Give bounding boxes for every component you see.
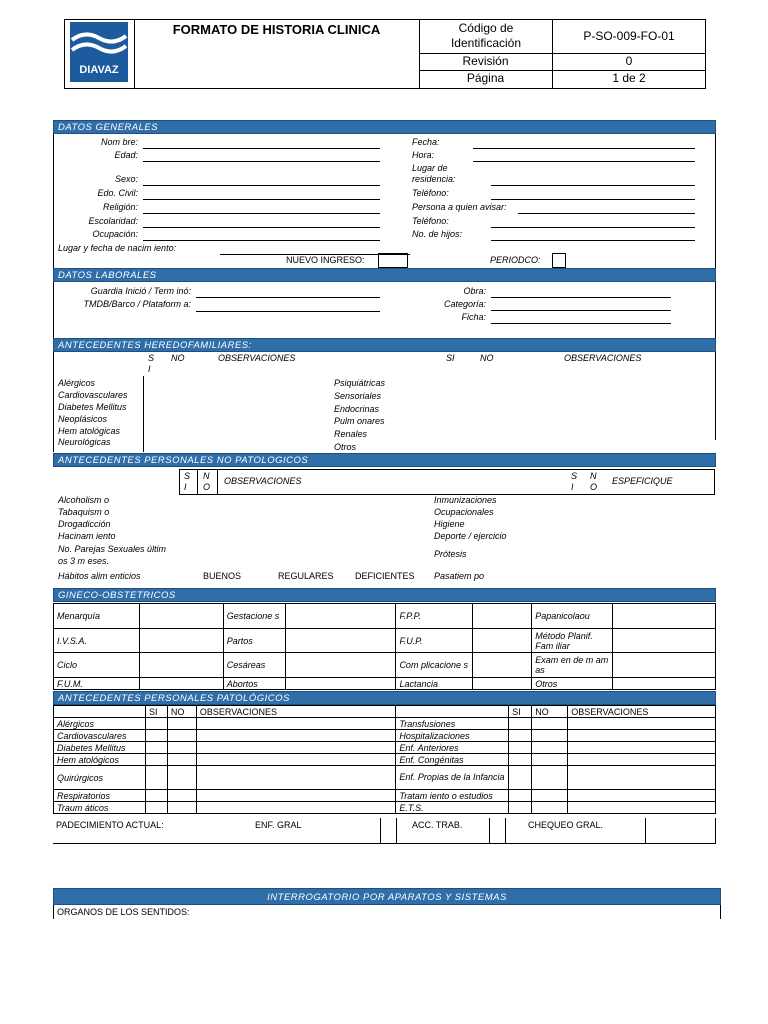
- label-edo-civil: Edo. Civil:: [97, 188, 138, 198]
- checkbox-nuevo-ingreso[interactable]: [378, 253, 408, 268]
- patologico-label: E.T.S.: [396, 802, 509, 814]
- gineco-cell[interactable]: [285, 678, 396, 690]
- table-row: [54, 790, 716, 802]
- col-no-2: N O: [590, 471, 598, 492]
- label-organos-sentidos: ORGANOS DE LOS SENTIDOS:: [57, 907, 190, 917]
- obs-cell[interactable]: [196, 766, 396, 790]
- label-plataforma: TMDB/Barco / Plataform a:: [83, 299, 191, 309]
- list-item: Diabetes Mellitus: [58, 402, 127, 412]
- col-especifique: ESPEFICIQUE: [612, 476, 673, 486]
- patologico-label: Respiratorios: [54, 790, 146, 802]
- gineco-cell[interactable]: [613, 653, 716, 678]
- label-habitos: Hábitos alim enticios: [58, 571, 141, 581]
- col-no: NO: [171, 353, 185, 363]
- no-cell[interactable]: [532, 754, 568, 766]
- obs-cell[interactable]: [568, 766, 716, 790]
- list-item: Psiquiátricas: [334, 378, 386, 388]
- patologico-label: Traum áticos: [54, 802, 146, 814]
- col-no: N O: [203, 471, 211, 492]
- field-guardia[interactable]: [196, 297, 380, 298]
- label-telefono: Teléfono:: [412, 188, 449, 198]
- option-acc-trab[interactable]: ACC. TRAB.: [412, 820, 463, 830]
- field-nombre[interactable]: [143, 148, 380, 149]
- col-observaciones-2: OBSERVACIONES: [568, 706, 716, 718]
- gineco-cell[interactable]: [613, 678, 716, 690]
- no-cell[interactable]: [167, 790, 196, 802]
- label-lugar-fecha: Lugar y fecha de nacim iento:: [58, 243, 177, 253]
- no-cell[interactable]: [167, 718, 196, 730]
- patologico-label: Enf. Propias de la Infancia: [396, 766, 509, 790]
- interrogatorio-header: INTERROGATORIO POR APARATOS Y SISTEMAS: [53, 888, 721, 905]
- gineco-cell[interactable]: [139, 653, 223, 678]
- gineco-cell[interactable]: [139, 678, 223, 690]
- option-buenos[interactable]: BUENOS: [203, 571, 242, 581]
- list-item: Inmunizaciones: [434, 495, 497, 505]
- datos-generales-header: DATOS GENERALES: [53, 120, 716, 134]
- gineco-label: F.U.M.: [54, 678, 140, 690]
- col-si: S I: [184, 471, 191, 492]
- gineco-label: F.U.P.: [396, 629, 473, 653]
- list-item: Deporte / ejercicio: [434, 531, 507, 541]
- gineco-cell[interactable]: [473, 604, 532, 629]
- gineco-label: Otros: [532, 678, 613, 690]
- logo-text: DIAVAZ: [79, 64, 119, 76]
- col-no-2: NO: [532, 706, 568, 718]
- gineco-header: GINECO-OBSTETRICOS: [53, 588, 716, 602]
- list-item: Prótesis: [434, 549, 467, 559]
- patologico-label: Tratam iento o estudios: [396, 790, 509, 802]
- datos-laborales-header: DATOS LABORALES: [53, 268, 716, 282]
- obs-cell[interactable]: [568, 730, 716, 742]
- obs-cell[interactable]: [568, 790, 716, 802]
- no-cell[interactable]: [532, 730, 568, 742]
- obs-cell[interactable]: [568, 754, 716, 766]
- list-item: Higiene: [434, 519, 465, 529]
- obs-cell[interactable]: [196, 718, 396, 730]
- label-guardia: Guardia Inició / Term inó:: [90, 286, 191, 296]
- revision-label: Revisión: [462, 54, 509, 68]
- wave-icon: [70, 22, 128, 66]
- col-si: SI: [145, 706, 167, 718]
- patologico-label: Diabetes Mellitus: [54, 742, 146, 754]
- list-item: Ocupacionales: [434, 507, 494, 517]
- table-row: [54, 802, 716, 814]
- field-religion[interactable]: [143, 213, 380, 214]
- list-item: Drogadicción: [58, 519, 111, 529]
- gineco-label: Lactancia: [396, 678, 473, 690]
- gineco-cell[interactable]: [613, 604, 716, 629]
- label-pasatiempo: Pasatiem po: [434, 571, 485, 581]
- table-row: [54, 653, 716, 678]
- no-cell[interactable]: [532, 742, 568, 754]
- no-cell[interactable]: [532, 766, 568, 790]
- gineco-label: Com plicacione s: [396, 653, 473, 678]
- option-regulares[interactable]: REGULARES: [278, 571, 334, 581]
- label-edad: Edad:: [114, 150, 138, 160]
- no-cell[interactable]: [532, 790, 568, 802]
- gineco-cell[interactable]: [139, 629, 223, 653]
- gineco-label: Papanicolaou: [532, 604, 613, 629]
- label-telefono-2: Teléfono:: [412, 216, 449, 226]
- si-cell[interactable]: [509, 802, 532, 814]
- col-observaciones-2: OBSERVACIONES: [564, 353, 642, 363]
- table-row: [54, 629, 716, 653]
- gineco-label: F.P.P.: [396, 604, 473, 629]
- gineco-label: Menarquía: [54, 604, 140, 629]
- no-cell[interactable]: [167, 730, 196, 742]
- gineco-table: [53, 603, 716, 690]
- field-obra[interactable]: [491, 297, 671, 298]
- patologico-label: Quirúrgicos: [54, 766, 146, 790]
- si-cell[interactable]: [145, 766, 167, 790]
- label-hijos: No. de hijos:: [412, 229, 463, 239]
- col-observaciones: OBSERVACIONES: [218, 353, 296, 363]
- patologicos-header: ANTECEDENTES PERSONALES PATOLÓGICOS: [53, 691, 716, 705]
- label-sexo: Sexo:: [114, 174, 138, 184]
- page-value: 1 de 2: [612, 71, 646, 85]
- field-telefono[interactable]: [491, 199, 695, 200]
- list-item: Sensoriales: [334, 391, 382, 401]
- gineco-label: Ciclo: [54, 653, 140, 678]
- si-cell[interactable]: [509, 742, 532, 754]
- label-fecha: Fecha:: [412, 137, 440, 147]
- gineco-label: I.V.S.A.: [54, 629, 140, 653]
- patologicos-table: [53, 705, 716, 814]
- no-cell[interactable]: [532, 718, 568, 730]
- label-escolaridad: Escolaridad:: [88, 216, 138, 226]
- list-item: Hem atológicas: [58, 426, 121, 436]
- patologico-label: Transfusiones: [396, 718, 509, 730]
- table-row: [54, 678, 716, 690]
- gineco-label: Gestacione s: [223, 604, 285, 629]
- table-row: [54, 730, 716, 742]
- checkbox-periodico[interactable]: [552, 253, 566, 268]
- option-enf-gral[interactable]: ENF. GRAL: [255, 820, 302, 830]
- obs-cell[interactable]: [568, 742, 716, 754]
- no-cell[interactable]: [167, 802, 196, 814]
- si-cell[interactable]: [145, 802, 167, 814]
- no-cell[interactable]: [167, 766, 196, 790]
- gineco-cell[interactable]: [139, 604, 223, 629]
- field-persona-avisar[interactable]: [518, 213, 695, 214]
- label-residencia: Lugar de residencia:: [412, 163, 456, 184]
- table-row: [54, 766, 716, 790]
- gineco-cell[interactable]: [285, 629, 396, 653]
- gineco-label: Cesáreas: [223, 653, 285, 678]
- col-no-2: NO: [480, 353, 494, 363]
- obs-cell[interactable]: [196, 754, 396, 766]
- label-ficha: Ficha:: [461, 312, 486, 322]
- no-patologicos-header: ANTECEDENTES PERSONALES NO PATOLOGICOS: [53, 453, 716, 467]
- no-cell[interactable]: [167, 754, 196, 766]
- company-logo: [70, 22, 128, 82]
- label-ocupacion: Ocupación:: [92, 229, 138, 239]
- list-item: Renales: [334, 429, 368, 439]
- col-observaciones: OBSERVACIONES: [196, 706, 396, 718]
- si-cell[interactable]: [145, 730, 167, 742]
- list-item: Hacinam iento: [58, 531, 116, 541]
- field-hijos[interactable]: [491, 240, 695, 241]
- si-cell[interactable]: [145, 718, 167, 730]
- si-cell[interactable]: [509, 790, 532, 802]
- col-no: NO: [167, 706, 196, 718]
- gineco-cell[interactable]: [473, 678, 532, 690]
- list-item: Endocrinas: [334, 404, 380, 414]
- table-row: [54, 604, 716, 629]
- table-row: [54, 754, 716, 766]
- label-categoria: Categoría:: [443, 299, 486, 309]
- label-nombre: Nom bre:: [100, 137, 138, 147]
- no-cell[interactable]: [167, 742, 196, 754]
- col-si-2: SI: [446, 353, 455, 363]
- list-item: Neoplásicos: [58, 414, 108, 424]
- page-label: Página: [466, 71, 505, 85]
- heredofamiliares-header: ANTECEDENTES HEREDOFAMILIARES:: [53, 338, 716, 352]
- si-cell[interactable]: [145, 742, 167, 754]
- label-periodico: PERIODCO:: [490, 255, 541, 265]
- field-edo-civil[interactable]: [143, 199, 380, 200]
- obs-cell[interactable]: [196, 742, 396, 754]
- table-row: [54, 742, 716, 754]
- list-item: Alérgicos: [58, 378, 96, 388]
- field-categoria[interactable]: [491, 310, 671, 311]
- field-plataforma[interactable]: [196, 311, 380, 312]
- label-hora: Hora:: [412, 150, 435, 160]
- label-nuevo-ingreso: NUEVO INGRESO:: [286, 255, 365, 265]
- gineco-label: Abortos: [223, 678, 285, 690]
- list-item: Neurológicas: [58, 437, 111, 447]
- si-cell[interactable]: [145, 754, 167, 766]
- label-persona-avisar: Persona a quien avisar:: [412, 202, 507, 212]
- field-residencia[interactable]: [491, 185, 695, 186]
- list-item: No. Parejas Sexuales últim os 3 m eses.: [58, 544, 167, 566]
- si-cell[interactable]: [509, 718, 532, 730]
- field-hora[interactable]: [473, 161, 695, 162]
- table-row: [54, 706, 716, 718]
- col-observaciones: OBSERVACIONES: [224, 476, 302, 486]
- gineco-cell[interactable]: [285, 604, 396, 629]
- patologico-label: Enf. Anteriores: [396, 742, 509, 754]
- option-chequeo[interactable]: CHEQUEO GRAL.: [528, 820, 604, 830]
- revision-value: 0: [625, 54, 633, 68]
- patologico-label: Cardiovasculares: [54, 730, 146, 742]
- field-sexo[interactable]: [143, 185, 380, 186]
- gineco-cell[interactable]: [473, 653, 532, 678]
- gineco-label: Exam en de m am as: [532, 653, 613, 678]
- obs-cell[interactable]: [568, 718, 716, 730]
- gineco-label: Partos: [223, 629, 285, 653]
- gineco-cell[interactable]: [613, 629, 716, 653]
- gineco-cell[interactable]: [285, 653, 396, 678]
- patologico-label: Enf. Congénitas: [396, 754, 509, 766]
- field-ocupacion[interactable]: [143, 240, 380, 241]
- obs-cell[interactable]: [568, 802, 716, 814]
- col-si-2: S I: [571, 471, 578, 492]
- field-telefono-2[interactable]: [491, 227, 695, 228]
- no-cell[interactable]: [532, 802, 568, 814]
- patologico-label: Hospitalizaciones: [396, 730, 509, 742]
- col-si-2: SI: [509, 706, 532, 718]
- option-deficientes[interactable]: DEFICIENTES: [355, 571, 415, 581]
- list-item: Tabaquism o: [58, 507, 110, 517]
- label-religion: Religión:: [102, 202, 138, 212]
- patologico-label: Hem atológicos: [54, 754, 146, 766]
- obs-cell[interactable]: [196, 802, 396, 814]
- si-cell[interactable]: [145, 790, 167, 802]
- si-cell[interactable]: [509, 754, 532, 766]
- label-padecimiento: PADECIMIENTO ACTUAL:: [56, 820, 164, 830]
- list-item: Pulm onares: [334, 416, 385, 426]
- list-item: Alcoholism o: [58, 495, 110, 505]
- field-edad[interactable]: [143, 161, 380, 162]
- list-item: Cardiovasculares: [58, 390, 128, 400]
- field-ficha[interactable]: [491, 323, 671, 324]
- gineco-label: Método Planif. Fam iliar: [532, 629, 613, 653]
- code-value: P-SO-009-FO-01: [583, 29, 675, 43]
- field-fecha[interactable]: [473, 148, 695, 149]
- field-escolaridad[interactable]: [143, 227, 380, 228]
- si-cell[interactable]: [509, 766, 532, 790]
- col-si: S I: [148, 353, 155, 374]
- list-item: Otros: [334, 442, 357, 452]
- obs-cell[interactable]: [196, 790, 396, 802]
- table-row: [54, 718, 716, 730]
- code-label: Código de Identificación: [450, 21, 522, 50]
- form-title: FORMATO DE HISTORIA CLINICA: [172, 22, 381, 37]
- si-cell[interactable]: [509, 730, 532, 742]
- obs-cell[interactable]: [196, 730, 396, 742]
- label-obra: Obra:: [463, 286, 486, 296]
- patologico-label: Alérgicos: [54, 718, 146, 730]
- gineco-cell[interactable]: [473, 629, 532, 653]
